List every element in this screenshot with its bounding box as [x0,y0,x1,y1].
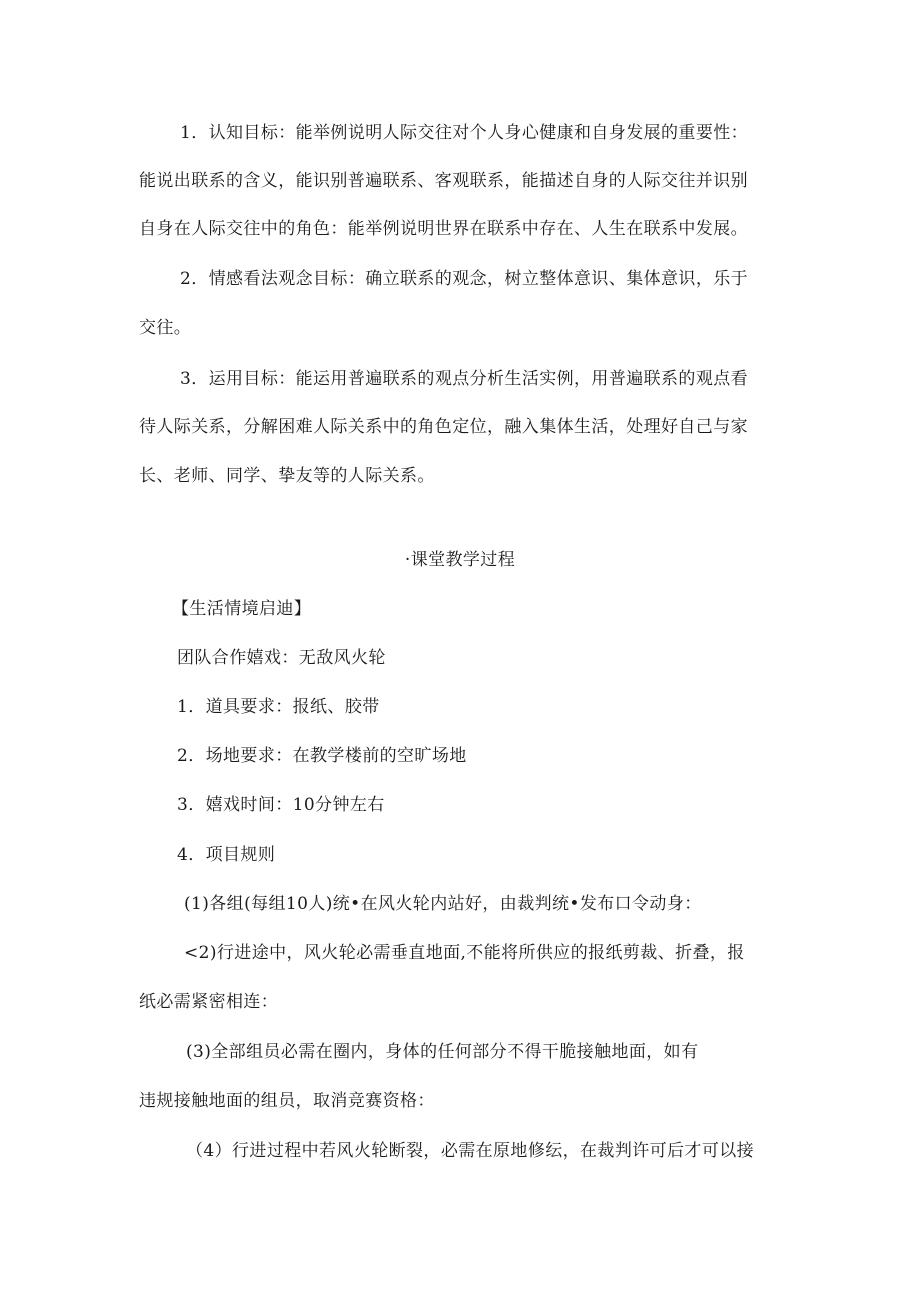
objective-2-line-1: 2．情感看法观念目标：确立联系的观念，树立整体意识、集体意识，乐于 [180,269,749,289]
rule-4-line-1: （4）行进过程中若风火轮断裂，必需在原地修纭，在裁判许可后才可以接 [186,1141,755,1161]
activity-item-2: 2．场地要求：在教学楼前的空旷场地 [177,746,467,766]
objective-1-line-3: 自身在人际交往中的角色：能举例说明世界在联系中存在、人生在联系中发展。 [139,219,748,239]
rule-3-line-2: 违规接触地面的组员，取消竞赛资格： [139,1091,435,1111]
objective-1-line-2: 能说出联系的含义，能识别普遍联系、客观联系，能描述自身的人际交往并识别 [139,171,748,191]
rule-1: (1)各组(每组10人)统•在风火轮内站好，由裁判统•发布口令动身： [184,894,702,914]
rule-3-line-1: (3)全部组员必需在圈内，身体的任何部分不得干脆接触地面，如有 [186,1042,699,1062]
objective-3-line-1: 3．运用目标：能运用普遍联系的观点分析生活实例，用普遍联系的观点看 [180,369,749,389]
objective-2-line-2: 交往。 [139,318,192,338]
objective-3-line-2: 待人际关系，分解困难人际关系中的角色定位，融入集体生活，处理好自己与家 [139,417,748,437]
rule-2-line-1: <2)行进途中，风火轮必需垂直地面,不能将所供应的报纸剪裁、折叠，报 [184,943,745,963]
activity-item-1: 1．道具要求：报纸、胶带 [177,697,380,717]
objective-3-line-3: 长、老师、同学、挚友等的人际关系。 [139,466,435,486]
activity-item-3: 3．嬉戏时间：10分钟左右 [177,795,385,815]
objective-1-line-1: 1．认知目标：能举例说明人际交往对个人身心健康和自身发展的重要性： [180,123,749,143]
bracket-heading: 【生活情境启迪】 [172,599,312,619]
game-title: 团队合作嬉戏：无敌风火轮 [177,648,386,668]
rule-2-line-2: 纸必需紧密相连： [139,992,279,1012]
section-title: ·课堂教学过程 [404,550,516,570]
activity-item-4: 4．项目规则 [177,845,276,865]
